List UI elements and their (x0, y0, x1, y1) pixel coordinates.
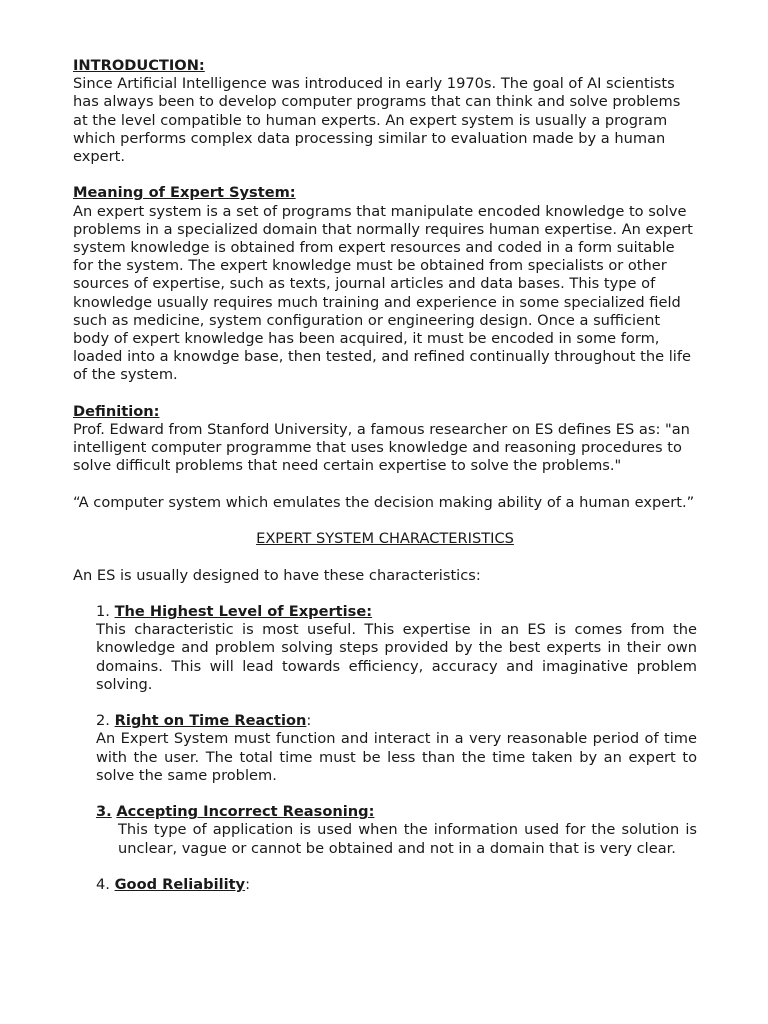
definition-heading: Definition: (73, 402, 160, 420)
characteristic-label-suffix: : (245, 876, 250, 893)
characteristic-text-2: An Expert System must function and interact in a very reasonable period of time with the user. The total time must be less than the time taken by an expert to solve the same problem. (96, 730, 697, 784)
list-number: 3. (96, 803, 112, 821)
characteristic-text-1: This characteristic is most useful. This expertise in an ES is comes from the knowledge and problem solving steps provided by the best experts in their own domains. This will lead towards efficiency, accuracy and imaginative problem solving. (96, 621, 697, 693)
introduction-text: Since Artificial Intelligence was introduced in early 1970s. The goal of AI scientists has always been to develop computer programs that can think and solve problems at the level compatible to human experts. An expert system is usually a program which performs complex data processing similar to evaluation made by a human expert. (73, 75, 681, 166)
characteristic-heading-4 (96, 876, 697, 894)
characteristic-heading-2 (96, 712, 697, 730)
characteristic-label-suffix: : (306, 712, 312, 730)
characteristic-text-3: This type of application is used when the information used for the solution is unclear, vague or cannot be obtained and not in a domain that is very clear. (118, 821, 697, 857)
list-number: 2. (96, 712, 110, 730)
definition-text: Prof. Edward from Stanford University, a famous researcher on ES defines ES as: "an intelligent computer programme that uses knowledge and reasoning procedures to solve difficult problems that need certain expertise to solve the problems." (73, 421, 690, 475)
document-page (73, 57, 697, 894)
characteristic-label: Accepting Incorrect Reasoning: (116, 803, 375, 821)
characteristic-heading-3 (96, 803, 697, 821)
introduction-heading: INTRODUCTION: (73, 57, 205, 74)
characteristic-label: Good Reliability (114, 876, 246, 893)
list-number: 4. (96, 876, 110, 893)
characteristics-intro: An ES is usually designed to have these characteristics: (73, 566, 481, 584)
definition-quote: “A computer system which emulates the decision making ability of a human expert.” (73, 493, 695, 511)
list-number: 1. (96, 603, 110, 620)
meaning-heading: Meaning of Expert System: (73, 184, 296, 202)
characteristic-label: Right on Time Reaction (114, 712, 307, 730)
characteristic-heading-1 (96, 603, 697, 621)
characteristic-label: The Highest Level of Expertise: (114, 603, 373, 620)
characteristics-title: EXPERT SYSTEM CHARACTERISTICS (256, 530, 514, 548)
meaning-text: An expert system is a set of programs that manipulate encoded knowledge to solve problems in a specialized domain that normally requires human expertise. An expert system knowledge is obtained from expert resources and coded in a form suitable for the system. The expert knowledge must be obtained from specialists or other sources of expertise, such as texts, journal articles and data bases. This type of knowledge usually requires much training and experience in some specialized field such as medicine, system configuration or engineering design. Once a sufficient body of expert knowledge has been acquired, it must be encoded in some form, loaded into a knowdge base, then tested, and refined continually throughout the life of the system. (73, 202, 693, 384)
